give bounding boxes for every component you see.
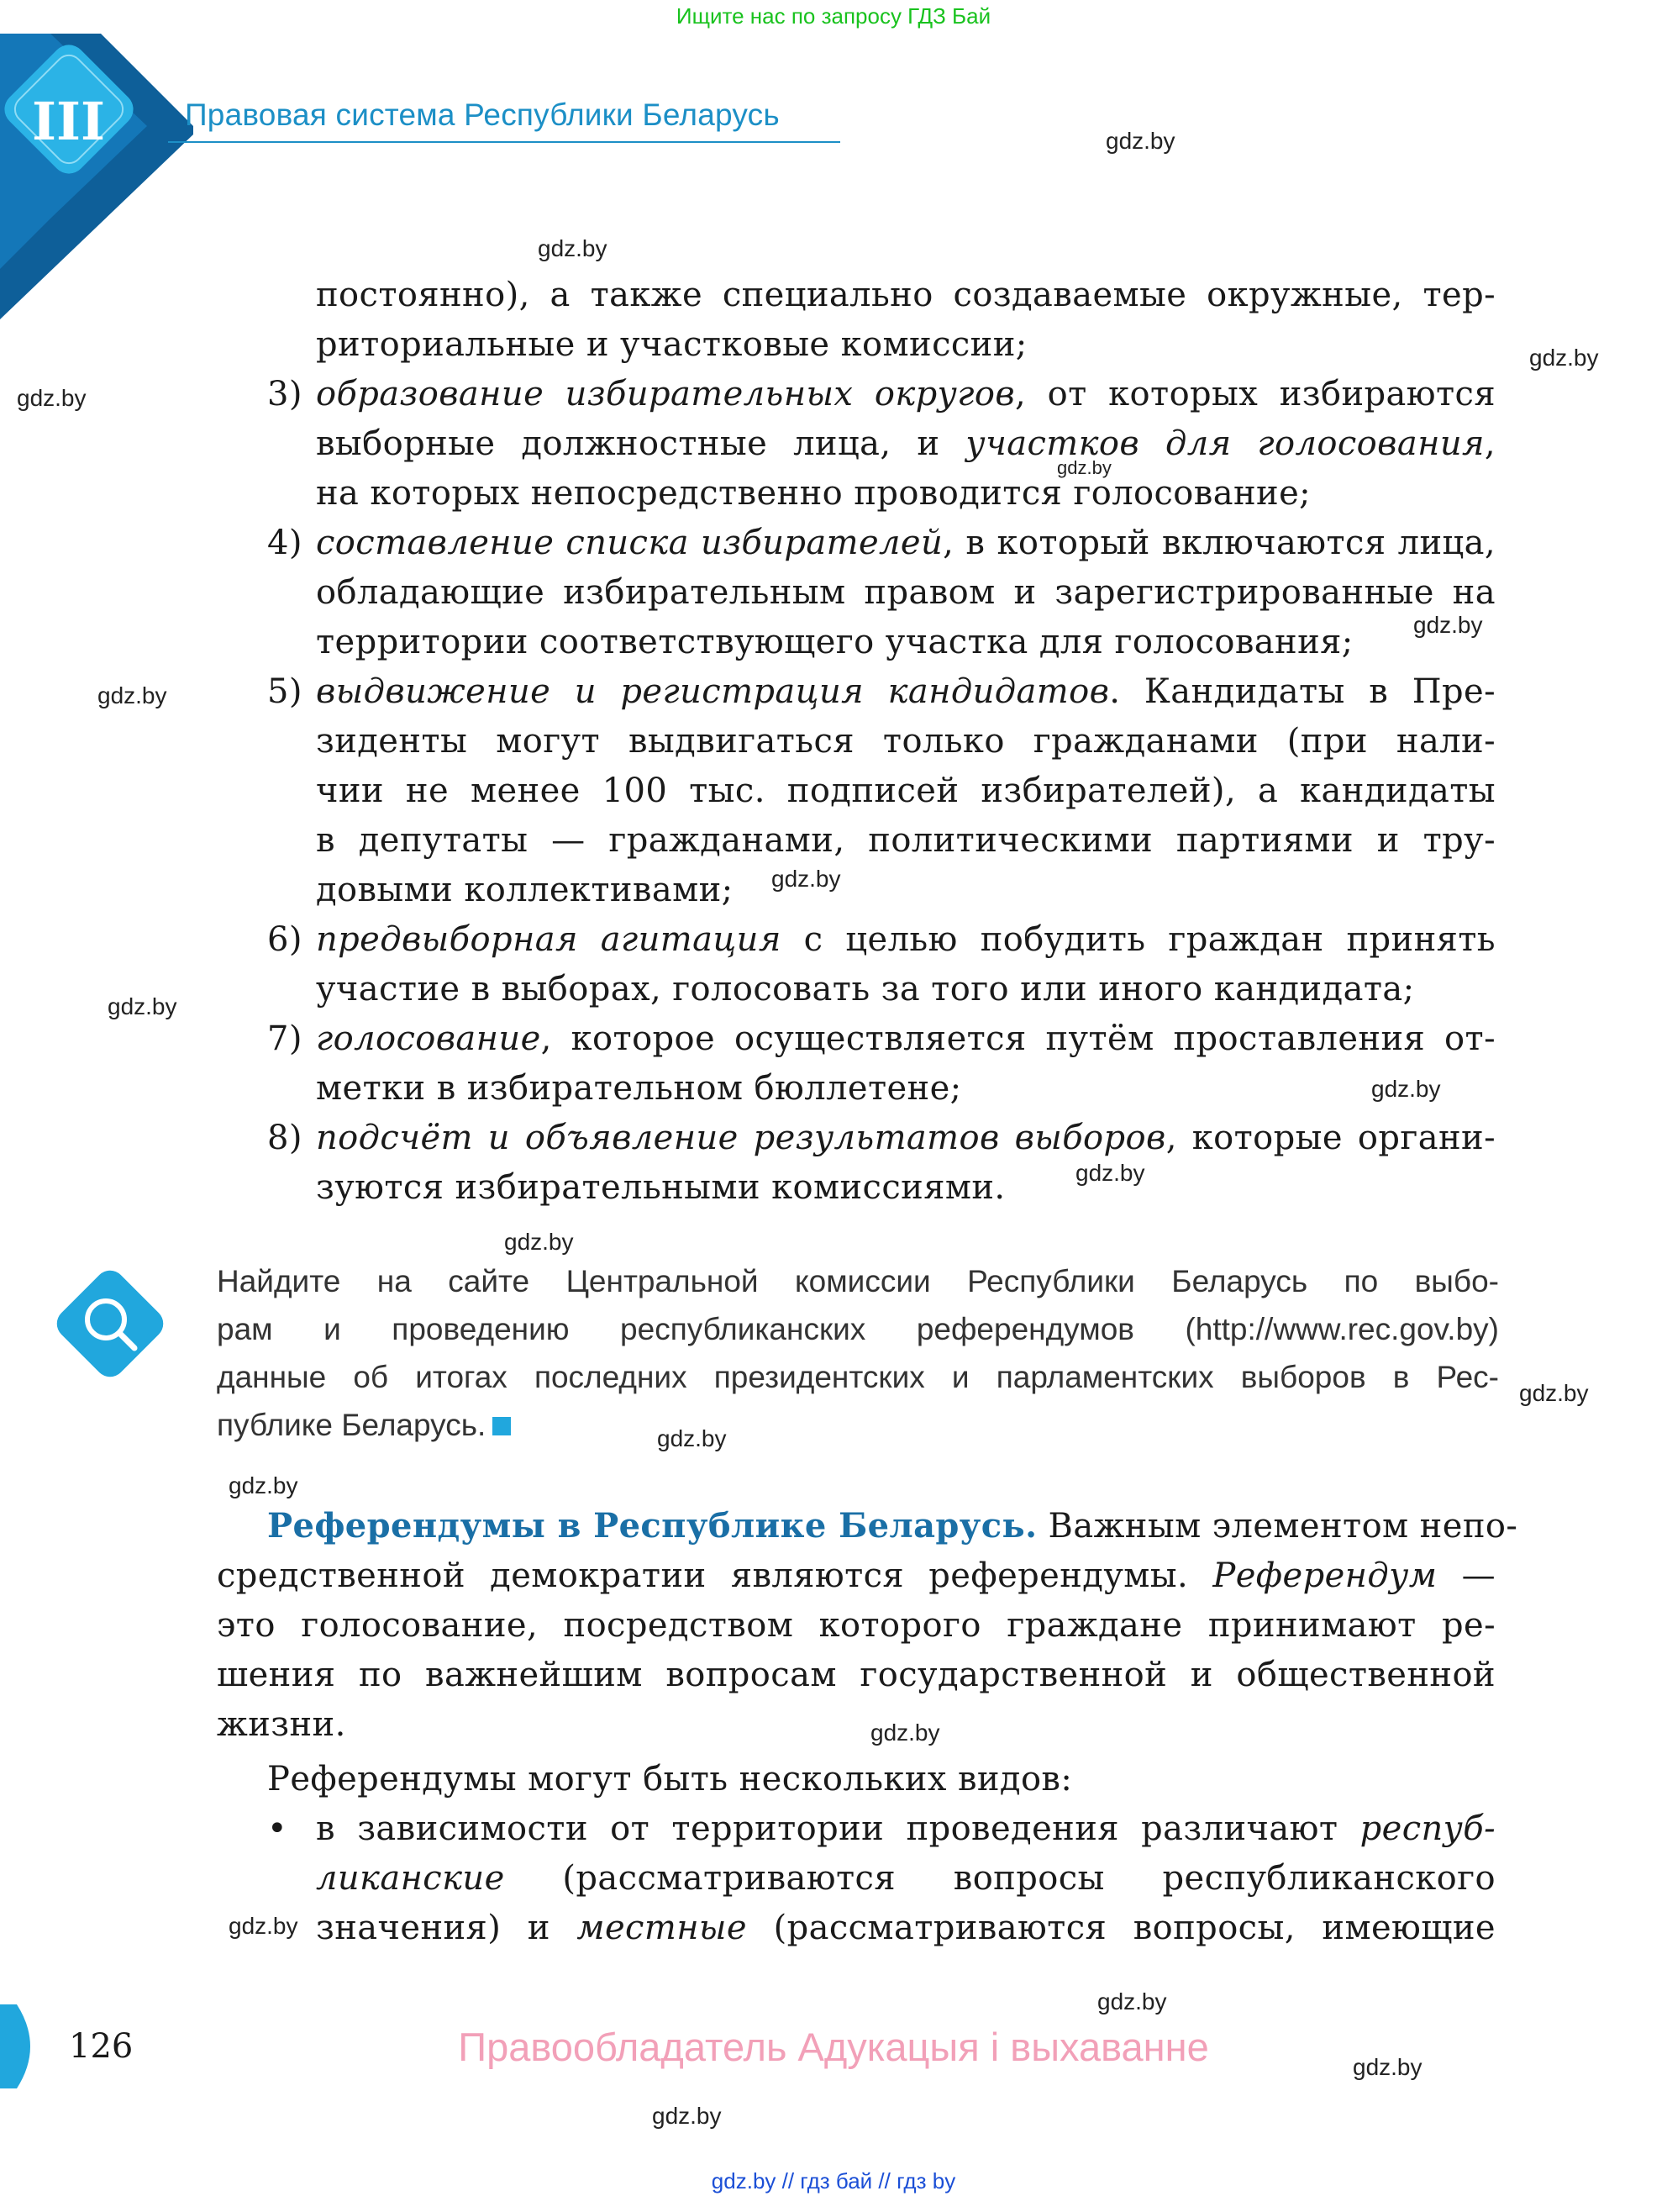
election-stages-list: [267, 271, 1496, 1213]
list-item: [267, 370, 1496, 519]
list-text-line: обладающие избирательным правом и зарегистрированные на: [316, 573, 1496, 612]
paragraph-line: Референдумы могут быть нескольких видов:: [267, 1760, 1073, 1799]
list-text-line: чии не менее 100 тыс. подписей избирателей), а кандидаты: [316, 772, 1496, 810]
bottom-links[interactable]: gdz.by // гдз бай // гдз by: [711, 2168, 956, 2194]
term: составление списка избирателей: [316, 524, 944, 562]
list-text-line: довыми коллективами;: [316, 871, 734, 909]
chapter-title: Правовая система Республики Беларусь: [185, 97, 780, 132]
page-number: 126: [69, 2027, 134, 2066]
term: ликанские: [316, 1859, 505, 1898]
task-line: рам и проведению республиканских референдумов (http://www.rec.gov.by): [217, 1312, 1499, 1346]
term: выдвижение и регистрация кандидатов: [316, 672, 1110, 711]
term: местные: [576, 1909, 747, 1947]
list-text: значения) и: [316, 1909, 577, 1947]
watermark: gdz.by: [1353, 2054, 1422, 2080]
watermark: gdz.by: [229, 1913, 298, 1939]
watermark: gdz.by: [1075, 1160, 1145, 1186]
watermark: gdz.by: [1519, 1380, 1589, 1406]
list-item-number: 5): [267, 672, 302, 711]
list-text: , которое осуществляется путём проставления от-: [540, 1019, 1496, 1058]
list-text: . Кандидаты в Пре-: [1109, 672, 1496, 711]
end-marker-square: [492, 1417, 511, 1435]
paragraph-line: это голосование, посредством которого граждане принимают ре-: [217, 1606, 1496, 1645]
list-item-number: 6): [267, 920, 302, 959]
paragraph-line: жизни.: [217, 1705, 346, 1744]
term: респуб-: [1359, 1809, 1496, 1848]
watermark: gdz.by: [17, 385, 87, 411]
list-item: [267, 1014, 1496, 1114]
list-item: [267, 915, 1496, 1014]
list-item: [267, 1114, 1496, 1213]
watermark: gdz.by: [1371, 1076, 1441, 1102]
term: образование избирательных округов: [316, 375, 1016, 413]
watermark: gdz.by: [229, 1472, 298, 1498]
list-text: (рассматриваются вопросы, имеющие: [747, 1909, 1496, 1947]
task-line: публике Беларусь.: [217, 1408, 486, 1442]
list-text-line: зуются избирательными комиссиями.: [316, 1168, 1006, 1207]
task-line: данные об итогах последних президентских и парламентских выборов в Рес-: [217, 1360, 1499, 1394]
watermark: gdz.by: [1106, 128, 1175, 154]
bullet: •: [267, 1809, 287, 1848]
copyright-holder: Правообладатель Адукацыя і выхаванне: [458, 2025, 1209, 2069]
list-text: в зависимости от территории проведения различают: [316, 1809, 1360, 1848]
paragraph-text: Важным элементом непо-: [1037, 1507, 1518, 1546]
list-text: с целью побудить граждан принять: [781, 920, 1496, 959]
watermark: gdz.by: [1529, 345, 1599, 371]
watermark: gdz.by: [538, 235, 607, 261]
list-text: ,: [1484, 424, 1496, 463]
term: участков для голосования: [965, 424, 1485, 463]
list-text-line: территории соответствующего участка для голосования;: [316, 623, 1354, 661]
paragraph-line: шения по важнейшим вопросам государственной и общественной: [217, 1656, 1496, 1694]
list-item: [267, 519, 1496, 667]
term: предвыборная агитация: [316, 920, 781, 959]
list-text-line: риториальные и участковые комиссии;: [316, 325, 1028, 364]
watermark: gdz.by: [652, 2103, 722, 2129]
watermark: gdz.by: [870, 1720, 940, 1746]
paragraph-text: —: [1437, 1556, 1496, 1595]
list-text: , которые органи-: [1165, 1119, 1496, 1157]
list-text-line: зиденты могут выдвигаться только гражданами (при нали-: [316, 722, 1496, 761]
section-heading: Референдумы в Республике Беларусь.: [267, 1506, 1038, 1546]
term: голосование: [316, 1019, 541, 1058]
list-text: , в который включаются лица,: [943, 524, 1496, 562]
watermark: gdz.by: [97, 682, 167, 708]
watermark: gdz.by: [1413, 612, 1483, 638]
list-item-number: 3): [267, 375, 302, 413]
list-text: (рассматриваются вопросы республиканского: [504, 1859, 1496, 1898]
search-task-icon: [47, 1261, 173, 1387]
list-text-line: на которых непосредственно проводится голосование;: [316, 474, 1312, 513]
list-item-number: 8): [267, 1119, 302, 1157]
chapter-numeral: III: [32, 91, 106, 152]
list-text-line: метки в избирательном бюллетене;: [316, 1069, 962, 1108]
watermark: gdz.by: [1057, 457, 1112, 478]
list-text: , от которых избираются: [1015, 375, 1496, 413]
list-item: [267, 667, 1496, 915]
list-text-line: постоянно), а также специально создаваемые окружные, тер-: [316, 276, 1496, 314]
list-text-line: участие в выборах, голосовать за того или иного кандидата;: [316, 970, 1415, 1009]
list-item-number: 7): [267, 1019, 302, 1058]
referendum-section: [217, 1501, 1518, 1953]
chapter-corner-decoration: [0, 34, 193, 336]
chapter-rule: [168, 141, 840, 143]
watermark: gdz.by: [771, 866, 841, 892]
top-banner: Ищите нас по запросу ГДЗ Бай: [676, 3, 991, 29]
watermark: gdz.by: [1097, 1988, 1167, 2014]
task-block: [217, 1257, 1499, 1449]
term: Референдум: [1212, 1556, 1438, 1595]
watermark: gdz.by: [504, 1229, 574, 1255]
paragraph-text: средственной демократии являются референдумы.: [217, 1556, 1213, 1595]
watermark: gdz.by: [657, 1425, 727, 1451]
list-text-line: в депутаты — гражданами, политическими партиями и тру-: [316, 821, 1496, 860]
term: подсчёт и объявление результатов выборов: [316, 1119, 1166, 1157]
list-item-number: 4): [267, 524, 302, 562]
watermark: gdz.by: [108, 993, 177, 1019]
list-text: выборные должностные лица, и: [316, 424, 966, 463]
task-line: Найдите на сайте Центральной комиссии Республики Беларусь по выбо-: [217, 1264, 1499, 1298]
